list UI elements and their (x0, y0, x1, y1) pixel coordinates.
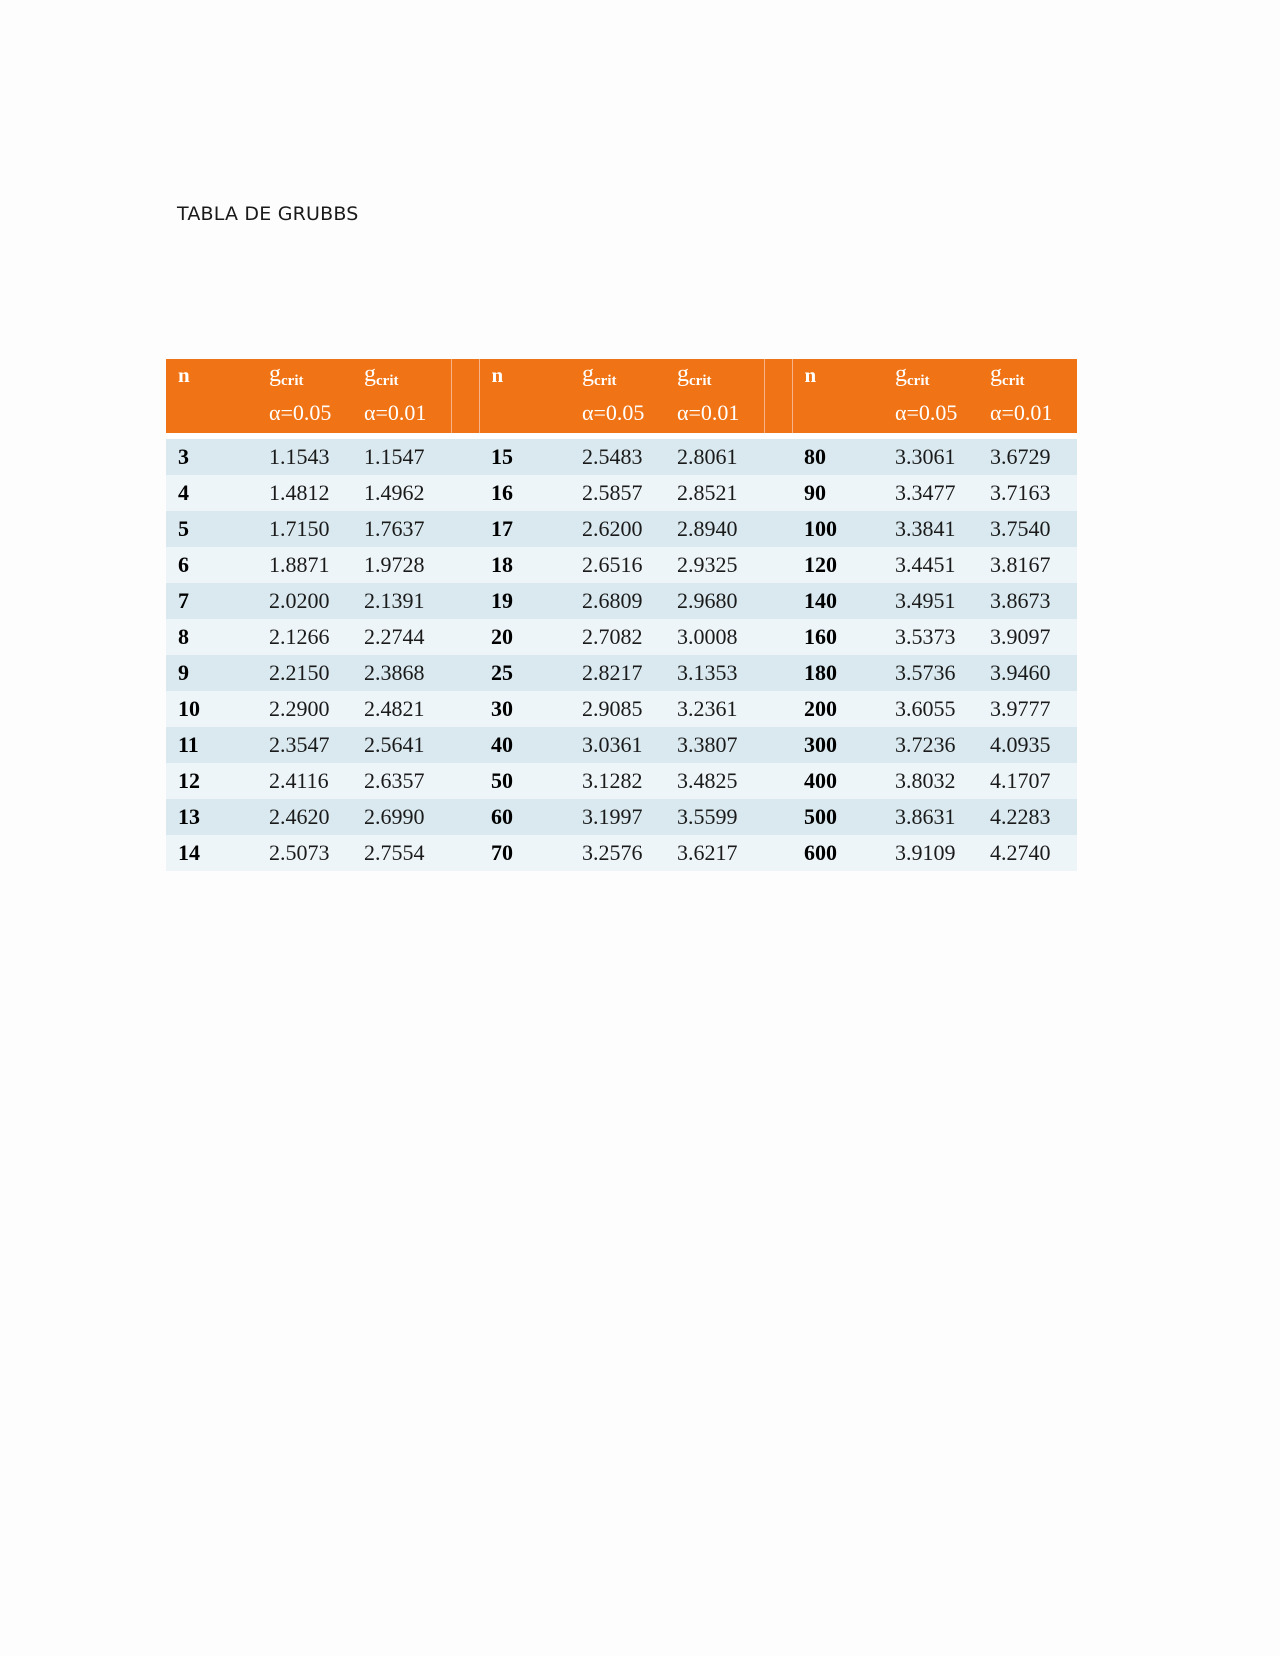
cell-gcrit-001: 1.1547 (356, 439, 451, 475)
column-separator (451, 691, 479, 727)
cell-row-n: 4 (166, 475, 261, 511)
cell-gcrit-005: 3.3061 (887, 439, 982, 475)
cell-row-n: 80 (792, 439, 887, 475)
cell-gcrit-005: 2.6200 (574, 511, 669, 547)
cell-gcrit-005: 3.2576 (574, 835, 669, 871)
cell-row-n: 50 (479, 763, 574, 799)
cell-row-n: 200 (792, 691, 887, 727)
column-separator (451, 655, 479, 691)
cell-gcrit-005: 2.3547 (261, 727, 356, 763)
cell-gcrit-001: 2.8521 (669, 475, 764, 511)
cell-row-n: 500 (792, 799, 887, 835)
cell-gcrit-005: 2.2900 (261, 691, 356, 727)
cell-gcrit-005: 3.4451 (887, 547, 982, 583)
cell-gcrit-001: 1.9728 (356, 547, 451, 583)
cell-row-n: 160 (792, 619, 887, 655)
cell-row-n: 17 (479, 511, 574, 547)
column-separator (451, 439, 479, 475)
cell-gcrit-001: 3.8673 (982, 583, 1077, 619)
column-separator (764, 547, 792, 583)
column-header-gcrit-alpha-001: $g_{crit}$ α=0.01 (669, 359, 764, 433)
table-row (166, 511, 1077, 547)
cell-row-n: 300 (792, 727, 887, 763)
cell-gcrit-001: 2.6990 (356, 799, 451, 835)
cell-gcrit-005: 3.3477 (887, 475, 982, 511)
table-row (166, 799, 1077, 835)
column-separator (764, 511, 792, 547)
cell-gcrit-001: 3.3807 (669, 727, 764, 763)
cell-gcrit-005: 2.9085 (574, 691, 669, 727)
column-header-gcrit-alpha-005: $g_{crit}$ α=0.05 (261, 359, 356, 433)
cell-row-n: 100 (792, 511, 887, 547)
cell-row-n: 20 (479, 619, 574, 655)
column-separator (451, 475, 479, 511)
cell-row-n: 12 (166, 763, 261, 799)
cell-gcrit-001: 3.0008 (669, 619, 764, 655)
cell-gcrit-001: 3.6217 (669, 835, 764, 871)
column-header-gcrit-alpha-005: $g_{crit}$ α=0.05 (574, 359, 669, 433)
cell-gcrit-005: 2.4116 (261, 763, 356, 799)
cell-gcrit-001: 2.8061 (669, 439, 764, 475)
column-separator (451, 619, 479, 655)
cell-gcrit-001: 2.1391 (356, 583, 451, 619)
cell-gcrit-001: 2.2744 (356, 619, 451, 655)
column-separator (764, 691, 792, 727)
cell-gcrit-001: 4.0935 (982, 727, 1077, 763)
table-row (166, 691, 1077, 727)
cell-gcrit-005: 2.5073 (261, 835, 356, 871)
cell-gcrit-005: 3.0361 (574, 727, 669, 763)
cell-gcrit-005: 2.2150 (261, 655, 356, 691)
cell-gcrit-005: 3.6055 (887, 691, 982, 727)
column-separator (764, 727, 792, 763)
column-separator (764, 619, 792, 655)
cell-gcrit-005: 2.0200 (261, 583, 356, 619)
cell-gcrit-001: 3.9097 (982, 619, 1077, 655)
column-separator (451, 547, 479, 583)
cell-row-n: 10 (166, 691, 261, 727)
cell-gcrit-005: 1.7150 (261, 511, 356, 547)
column-separator (451, 511, 479, 547)
cell-gcrit-001: 3.6729 (982, 439, 1077, 475)
column-header-n: n (479, 359, 574, 433)
column-separator (764, 655, 792, 691)
column-separator (451, 835, 479, 871)
cell-gcrit-005: 3.1997 (574, 799, 669, 835)
table-body (166, 439, 1077, 871)
cell-row-n: 600 (792, 835, 887, 871)
cell-gcrit-001: 2.9680 (669, 583, 764, 619)
cell-gcrit-005: 3.8631 (887, 799, 982, 835)
column-header-gcrit-alpha-001: $g_{crit}$ α=0.01 (982, 359, 1077, 433)
cell-gcrit-005: 3.4951 (887, 583, 982, 619)
cell-gcrit-001: 3.5599 (669, 799, 764, 835)
column-separator (764, 439, 792, 475)
table-row (166, 583, 1077, 619)
table-row (166, 835, 1077, 871)
cell-row-n: 25 (479, 655, 574, 691)
cell-row-n: 9 (166, 655, 261, 691)
cell-row-n: 6 (166, 547, 261, 583)
cell-gcrit-001: 1.7637 (356, 511, 451, 547)
cell-gcrit-001: 4.2740 (982, 835, 1077, 871)
cell-gcrit-005: 1.8871 (261, 547, 356, 583)
cell-gcrit-001: 3.8167 (982, 547, 1077, 583)
cell-gcrit-001: 3.2361 (669, 691, 764, 727)
cell-gcrit-005: 1.4812 (261, 475, 356, 511)
cell-gcrit-001: 2.7554 (356, 835, 451, 871)
cell-gcrit-001: 3.9460 (982, 655, 1077, 691)
table-row (166, 655, 1077, 691)
column-header-gcrit-alpha-001: $g_{crit}$ α=0.01 (356, 359, 451, 433)
cell-gcrit-005: 2.6809 (574, 583, 669, 619)
table-header-row (166, 359, 1077, 433)
cell-gcrit-001: 3.1353 (669, 655, 764, 691)
column-separator (451, 763, 479, 799)
table-row (166, 547, 1077, 583)
cell-row-n: 90 (792, 475, 887, 511)
column-separator (764, 475, 792, 511)
cell-row-n: 19 (479, 583, 574, 619)
column-separator (764, 763, 792, 799)
cell-gcrit-005: 2.7082 (574, 619, 669, 655)
cell-row-n: 11 (166, 727, 261, 763)
cell-row-n: 70 (479, 835, 574, 871)
page-title: TABLA DE GRUBBS (177, 203, 359, 225)
cell-gcrit-001: 3.7540 (982, 511, 1077, 547)
column-separator (764, 799, 792, 835)
cell-row-n: 180 (792, 655, 887, 691)
cell-gcrit-005: 2.8217 (574, 655, 669, 691)
cell-gcrit-005: 3.8032 (887, 763, 982, 799)
cell-gcrit-001: 2.6357 (356, 763, 451, 799)
column-separator (764, 835, 792, 871)
cell-row-n: 15 (479, 439, 574, 475)
cell-gcrit-005: 3.5373 (887, 619, 982, 655)
cell-row-n: 30 (479, 691, 574, 727)
column-header-gcrit-alpha-005: $g_{crit}$ α=0.05 (887, 359, 982, 433)
cell-gcrit-005: 2.4620 (261, 799, 356, 835)
cell-row-n: 140 (792, 583, 887, 619)
column-separator (451, 727, 479, 763)
column-separator (764, 583, 792, 619)
cell-gcrit-005: 2.1266 (261, 619, 356, 655)
column-separator (451, 359, 479, 433)
cell-gcrit-001: 4.2283 (982, 799, 1077, 835)
table-row (166, 475, 1077, 511)
column-separator (451, 799, 479, 835)
cell-row-n: 400 (792, 763, 887, 799)
cell-row-n: 7 (166, 583, 261, 619)
table-row (166, 727, 1077, 763)
cell-gcrit-005: 1.1543 (261, 439, 356, 475)
cell-row-n: 60 (479, 799, 574, 835)
grubbs-critical-values-table (166, 359, 1077, 871)
column-header-n: n (792, 359, 887, 433)
table-row (166, 763, 1077, 799)
cell-gcrit-005: 3.5736 (887, 655, 982, 691)
cell-gcrit-001: 4.1707 (982, 763, 1077, 799)
column-separator (764, 359, 792, 433)
cell-gcrit-005: 3.1282 (574, 763, 669, 799)
cell-gcrit-001: 2.4821 (356, 691, 451, 727)
cell-row-n: 40 (479, 727, 574, 763)
cell-gcrit-001: 3.7163 (982, 475, 1077, 511)
cell-gcrit-005: 3.3841 (887, 511, 982, 547)
cell-row-n: 18 (479, 547, 574, 583)
cell-gcrit-005: 2.5857 (574, 475, 669, 511)
table-row (166, 439, 1077, 475)
cell-row-n: 5 (166, 511, 261, 547)
cell-row-n: 3 (166, 439, 261, 475)
cell-gcrit-005: 2.6516 (574, 547, 669, 583)
cell-gcrit-001: 2.9325 (669, 547, 764, 583)
cell-row-n: 8 (166, 619, 261, 655)
cell-gcrit-001: 2.3868 (356, 655, 451, 691)
cell-gcrit-005: 3.9109 (887, 835, 982, 871)
cell-gcrit-001: 2.8940 (669, 511, 764, 547)
cell-gcrit-001: 3.9777 (982, 691, 1077, 727)
cell-row-n: 13 (166, 799, 261, 835)
cell-gcrit-001: 1.4962 (356, 475, 451, 511)
cell-gcrit-001: 3.4825 (669, 763, 764, 799)
table-row (166, 619, 1077, 655)
cell-row-n: 16 (479, 475, 574, 511)
cell-gcrit-001: 2.5641 (356, 727, 451, 763)
column-separator (451, 583, 479, 619)
cell-row-n: 120 (792, 547, 887, 583)
cell-gcrit-005: 2.5483 (574, 439, 669, 475)
cell-gcrit-005: 3.7236 (887, 727, 982, 763)
column-header-n: n (166, 359, 261, 433)
cell-row-n: 14 (166, 835, 261, 871)
